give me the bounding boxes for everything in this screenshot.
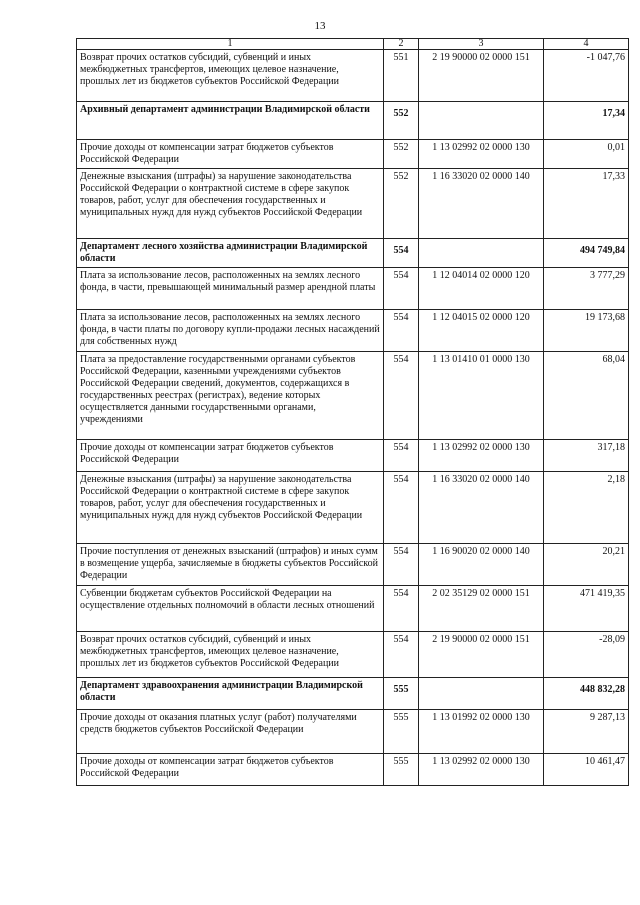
amount-cell: 17,34 <box>544 102 629 140</box>
table-row <box>77 310 629 352</box>
name-cell: Плата за предоставление государственными органами субъектов Российской Федерации, казенными учреждениями субъектов Российской Федерации сведений, документов, содержащихся в государственных реестрах (регистрах), ведение которых осуществляется данными государственными органами, учреждениями <box>77 352 384 440</box>
page-number: 13 <box>314 20 326 32</box>
amount-cell: 68,04 <box>544 352 629 440</box>
name-cell: Прочие доходы от компенсации затрат бюджетов субъектов Российской Федерации <box>77 140 384 169</box>
name-cell: Плата за использование лесов, расположенных на землях лесного фонда, в части, превышающей минимальный размер арендной платы <box>77 268 384 310</box>
table-row <box>77 754 629 786</box>
amount-cell: 2,18 <box>544 472 629 544</box>
admin-code-cell: 554 <box>384 472 419 544</box>
amount-cell: 448 832,28 <box>544 678 629 710</box>
kbk-code-cell <box>419 678 544 710</box>
amount-cell: -28,09 <box>544 632 629 678</box>
table-row <box>77 440 629 472</box>
table-row <box>77 544 629 586</box>
kbk-code-cell <box>419 239 544 268</box>
admin-code-cell: 555 <box>384 678 419 710</box>
name-cell: Плата за использование лесов, расположенных на землях лесного фонда, в части платы по договору купли-продажи лесных насаждений для собственных нужд <box>77 310 384 352</box>
column-header: 2 <box>384 39 419 50</box>
kbk-code-cell: 2 19 90000 02 0000 151 <box>419 50 544 102</box>
kbk-code-cell: 1 12 04014 02 0000 120 <box>419 268 544 310</box>
admin-code-cell: 552 <box>384 169 419 239</box>
admin-code-cell: 552 <box>384 102 419 140</box>
admin-code-cell: 554 <box>384 586 419 632</box>
table-header-row <box>77 39 629 50</box>
name-cell: Прочие доходы от оказания платных услуг (работ) получателями средств бюджетов субъектов Российской Федерации <box>77 710 384 754</box>
amount-cell: 317,18 <box>544 440 629 472</box>
table-row <box>77 586 629 632</box>
amount-cell: 20,21 <box>544 544 629 586</box>
kbk-code-cell: 1 13 02992 02 0000 130 <box>419 140 544 169</box>
table-row <box>77 632 629 678</box>
amount-cell: 10 461,47 <box>544 754 629 786</box>
table-row <box>77 268 629 310</box>
admin-code-cell: 551 <box>384 50 419 102</box>
name-cell: Прочие поступления от денежных взысканий (штрафов) и иных сумм в возмещение ущерба, зачисляемые в бюджеты субъектов Российской Федерации <box>77 544 384 586</box>
amount-cell: 9 287,13 <box>544 710 629 754</box>
department-row <box>77 678 629 710</box>
name-cell: Денежные взыскания (штрафы) за нарушение законодательства Российской Федерации о контрактной системе в сфере закупок товаров, работ, услуг для обеспечения государственных и муниципальных нужд для нужд субъектов Российской Федерации <box>77 472 384 544</box>
admin-code-cell: 554 <box>384 352 419 440</box>
amount-cell: 494 749,84 <box>544 239 629 268</box>
admin-code-cell: 554 <box>384 440 419 472</box>
admin-code-cell: 555 <box>384 754 419 786</box>
table-row <box>77 472 629 544</box>
admin-code-cell: 554 <box>384 239 419 268</box>
kbk-code-cell <box>419 102 544 140</box>
column-header: 3 <box>419 39 544 50</box>
amount-cell: 3 777,29 <box>544 268 629 310</box>
table-body <box>77 50 629 786</box>
kbk-code-cell: 1 16 33020 02 0000 140 <box>419 472 544 544</box>
amount-cell: 0,01 <box>544 140 629 169</box>
amount-cell: -1 047,76 <box>544 50 629 102</box>
amount-cell: 17,33 <box>544 169 629 239</box>
department-row <box>77 102 629 140</box>
kbk-code-cell: 1 13 01992 02 0000 130 <box>419 710 544 754</box>
name-cell: Субвенции бюджетам субъектов Российской Федерации на осуществление отдельных полномочий в области лесных отношений <box>77 586 384 632</box>
table-row <box>77 140 629 169</box>
kbk-code-cell: 2 19 90000 02 0000 151 <box>419 632 544 678</box>
kbk-code-cell: 1 12 04015 02 0000 120 <box>419 310 544 352</box>
admin-code-cell: 554 <box>384 310 419 352</box>
admin-code-cell: 554 <box>384 544 419 586</box>
kbk-code-cell: 1 13 01410 01 0000 130 <box>419 352 544 440</box>
name-cell: Возврат прочих остатков субсидий, субвенций и иных межбюджетных трансфертов, имеющих целевое назначение, прошлых лет из бюджетов субъектов Российской Федерации <box>77 50 384 102</box>
admin-code-cell: 552 <box>384 140 419 169</box>
kbk-code-cell: 1 16 90020 02 0000 140 <box>419 544 544 586</box>
name-cell: Денежные взыскания (штрафы) за нарушение законодательства Российской Федерации о контрактной системе в сфере закупок товаров, работ, услуг для обеспечения государственных и муниципальных нужд для нужд субъектов Российской Федерации <box>77 169 384 239</box>
kbk-code-cell: 2 02 35129 02 0000 151 <box>419 586 544 632</box>
name-cell: Архивный департамент администрации Владимирской области <box>77 102 384 140</box>
revenue-table <box>76 38 629 786</box>
kbk-code-cell: 1 16 33020 02 0000 140 <box>419 169 544 239</box>
kbk-code-cell: 1 13 02992 02 0000 130 <box>419 440 544 472</box>
amount-cell: 471 419,35 <box>544 586 629 632</box>
department-row <box>77 239 629 268</box>
admin-code-cell: 555 <box>384 710 419 754</box>
table-row <box>77 169 629 239</box>
table-row <box>77 50 629 102</box>
amount-cell: 19 173,68 <box>544 310 629 352</box>
kbk-code-cell: 1 13 02992 02 0000 130 <box>419 754 544 786</box>
column-header: 4 <box>544 39 629 50</box>
name-cell: Прочие доходы от компенсации затрат бюджетов субъектов Российской Федерации <box>77 440 384 472</box>
name-cell: Возврат прочих остатков субсидий, субвенций и иных межбюджетных трансфертов, имеющих целевое назначение, прошлых лет из бюджетов субъектов Российской Федерации <box>77 632 384 678</box>
table-row <box>77 352 629 440</box>
admin-code-cell: 554 <box>384 632 419 678</box>
name-cell: Прочие доходы от компенсации затрат бюджетов субъектов Российской Федерации <box>77 754 384 786</box>
name-cell: Департамент лесного хозяйства администрации Владимирской области <box>77 239 384 268</box>
table-row <box>77 710 629 754</box>
admin-code-cell: 554 <box>384 268 419 310</box>
column-header: 1 <box>77 39 384 50</box>
name-cell: Департамент здравоохранения администрации Владимирской области <box>77 678 384 710</box>
